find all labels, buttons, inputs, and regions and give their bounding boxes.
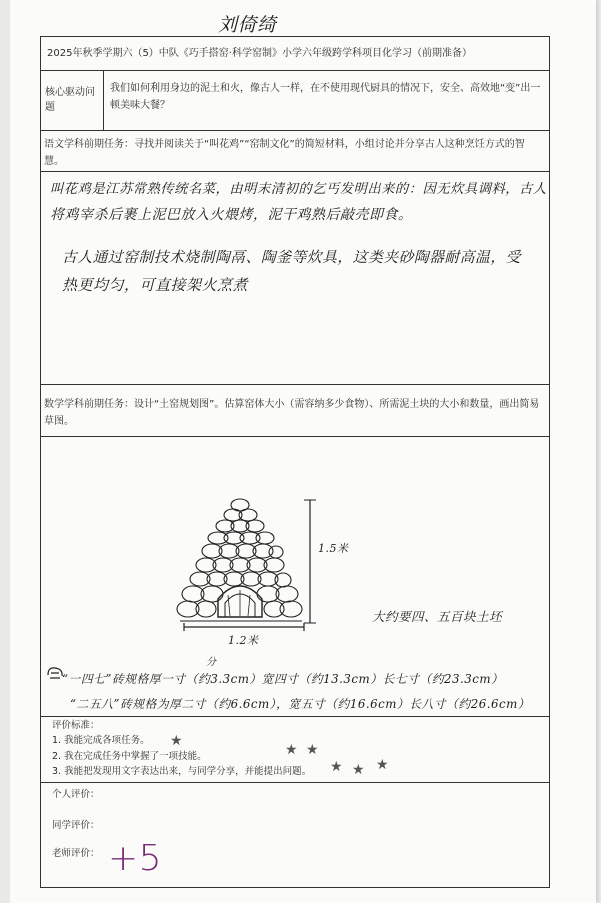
row-divider	[40, 171, 549, 172]
star-icon: ★	[170, 733, 183, 749]
core-question-label: 核心驱动问题	[45, 87, 95, 113]
teacher-evaluation-label: 老师评价：	[52, 848, 100, 859]
column-divider	[103, 70, 104, 130]
chinese-answer-line-4: 热更均匀，可直接架火烹煮	[62, 276, 249, 294]
evaluation-item-2: 2. 我在完成任务中掌握了一项技能。	[52, 751, 207, 762]
chinese-answer-line-1: 叫花鸡是江苏常熟传统名菜，由明末清初的乞丐发明出来的：因无炊具调料，古人	[50, 182, 547, 197]
kiln-height-label: 1.5米	[318, 542, 349, 555]
chinese-answer-line-3: 古人通过窑制技术烧制陶鬲、陶釜等炊具，这类夹砂陶器耐高温，受	[62, 249, 521, 266]
brick-spec-1: “一四七”砖规格厚一寸（约3.3cm）宽四寸（约13.3cm）长七寸（约23.3cm）	[62, 672, 504, 686]
row-divider	[40, 70, 549, 71]
core-question-text: 我们如何利用身边的泥土和火，像古人一样，在不使用现代厨具的情况下，安全、高效地“变”出一顿美味大餐？	[110, 83, 541, 111]
evaluation-item-1: 1. 我能完成各项任务。	[52, 735, 150, 746]
row-divider	[40, 716, 549, 717]
star-icon: ★	[330, 759, 343, 775]
star-icon: ★	[285, 742, 298, 758]
chinese-answer-line-2: 将鸡宰杀后裹上泥巴放入火煨烤，泥干鸡熟后敲壳即食。	[50, 207, 413, 223]
evaluation-item-3: 3. 我能把发现用文字表达出来，与同学分享，并能提出问题。	[52, 766, 312, 777]
kiln-width-label: 1.2米	[228, 634, 259, 647]
spec-annotation: 分	[206, 657, 217, 668]
math-task-prompt: 数学学科前期任务：设计“土窑规划图”。估算窑体大小（需容纳多少食物）、所需泥土块的大小和数量，画出简易草图。	[44, 399, 540, 427]
kiln-sketch	[170, 495, 350, 655]
star-icon: ★	[376, 757, 389, 773]
header-title: 2025年秋季学期六（5）中队《巧手搭窑·科学窑制》小学六年级跨学科项目化学习（前期准备）	[47, 48, 472, 59]
row-divider	[40, 384, 549, 385]
row-divider	[40, 782, 549, 783]
circled-two-mark	[44, 664, 66, 686]
chinese-task-prompt: 语文学科前期任务：寻找并阅读关于“叫花鸡”“窑制文化”的简短材料，小组讨论并分享古人这种烹饪方式的智慧。	[44, 139, 525, 167]
peer-evaluation-label: 同学评价：	[52, 820, 100, 831]
brick-spec-2: “二五八”砖规格为厚二寸（约6.6cm），宽五寸（约16.6cm）长八寸（约26.6cm）	[70, 697, 531, 711]
star-icon: ★	[352, 762, 365, 778]
row-divider	[40, 436, 549, 437]
star-icon: ★	[306, 742, 319, 758]
self-evaluation-label: 个人评价：	[52, 789, 100, 800]
teacher-score: +5	[108, 838, 163, 879]
evaluation-title: 评价标准：	[52, 720, 100, 731]
row-divider	[40, 130, 549, 131]
brick-count-note: 大约要四、五百块土坯	[372, 609, 503, 624]
student-name: 刘倚绮	[218, 14, 277, 36]
